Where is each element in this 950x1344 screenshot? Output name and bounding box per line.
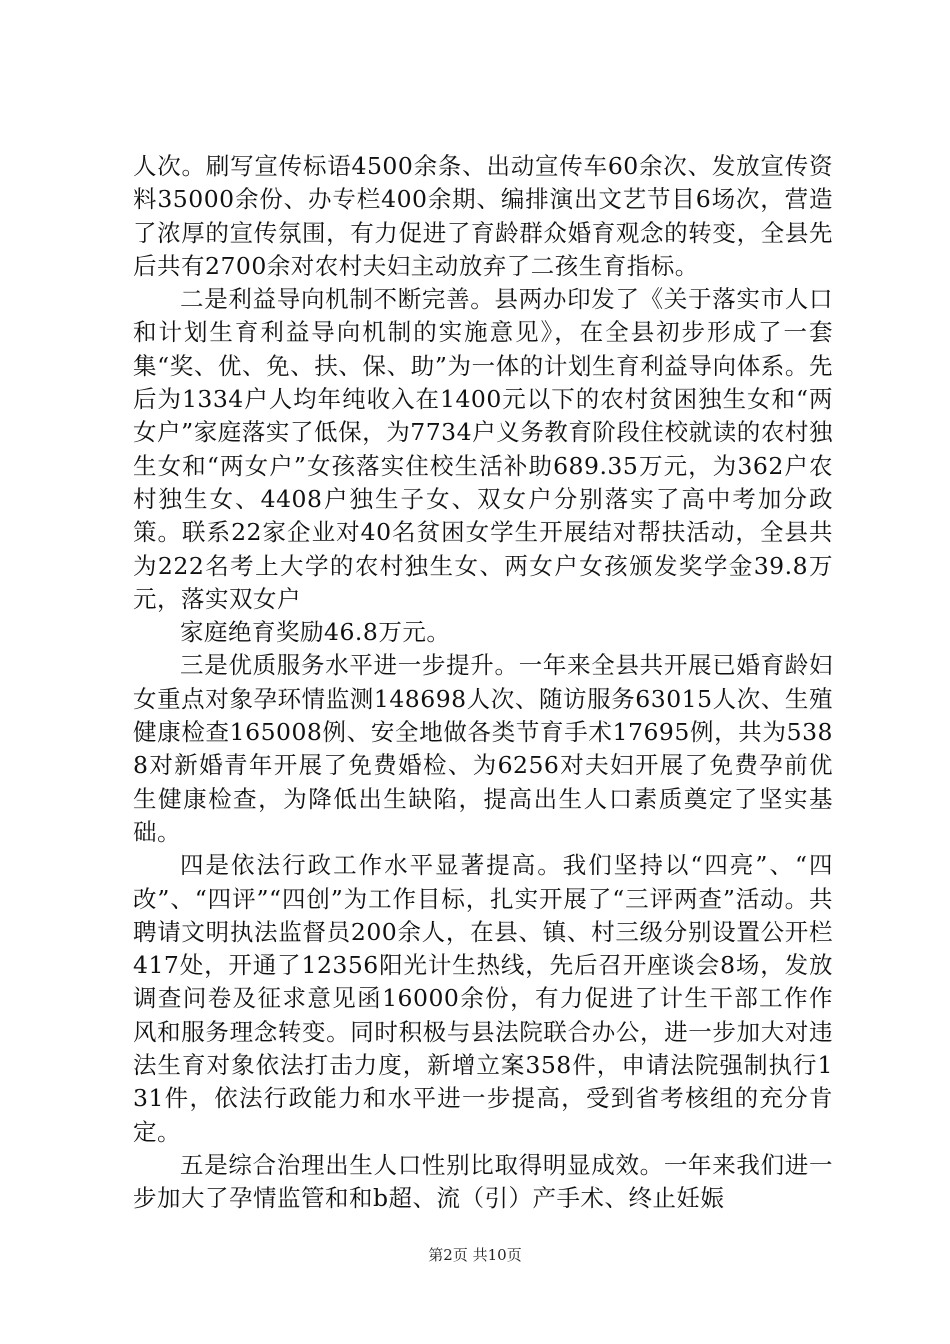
paragraph-benefit-guidance: 二是利益导向机制不断完善。县两办印发了《关于落实市人口和计划生育利益导向机制的实施意见》，在全县初步形成了一套集“奖、优、免、扶、保、助”为一体的计划生育利益导向体系。先后为1334户人均年纯收入在1400元以下的农村贫困独生女和“两女户”家庭落实了低保，为7734户义务教育阶段住校就读的农村独生女和“两女户”女孩落实住校生活补助689.35万元，为362户农村独生女、4408户独生子女、双女户分别落实了高中考加分政策。联系22家企业对40名贫困女学生开展结对帮扶活动，全县共为222名考上大学的农村独生女、两女户女孩颁发奖学金39.8万元，落实双女户 [133,285,833,613]
paragraph-sex-ratio: 五是综合治理出生人口性别比取得明显成效。一年来我们进一步加大了孕情监管和和b超、流（引）产手术、终止妊娠 [133,1150,833,1213]
paragraph-administration-by-law: 四是依法行政工作水平显著提高。我们坚持以“四亮”、“四改”、“四评”“四创”为工作目标，扎实开展了“三评两查”活动。共聘请文明执法监督员200余人，在县、镇、村三级分别设置公开栏417处，开通了12356阳光计生热线，先后召开座谈会8场，发放调查问卷及征求意见函16000余份，有力促进了计生干部工作作风和服务理念转变。同时积极与县法院联合办公，进一步加大对违法生育对象依法打击力度，新增立案358件，申请法院强制执行131件，依法行政能力和水平进一步提高，受到省考核组的充分肯定。 [133,851,833,1146]
paragraph-quality-service: 三是优质服务水平进一步提升。一年来全县共开展已婚育龄妇女重点对象孕环情监测148698人次、随访服务63015人次、生殖健康检查165008例、安全地做各类节育手术17695例，共为5388对新婚青年开展了免费婚检、为6256对夫妇开展了免费孕前优生健康检查，为降低出生缺陷，提高出生人口素质奠定了坚实基础。 [133,651,833,846]
document-body [133,150,833,1216]
paragraph-continuation: 人次。刷写宣传标语4500余条、出动宣传车60余次、发放宣传资料35000余份、办专栏400余期、编排演出文艺节目6场次，营造了浓厚的宣传氛围，有力促进了育龄群众婚育观念的转变，全县先后共有2700余对农村夫妇主动放弃了二孩生育指标。 [133,152,833,280]
page-number-footer: 第2页 共10页 [428,1246,522,1264]
paragraph-sterilization-reward: 家庭绝育奖励46.8万元。 [180,618,451,647]
